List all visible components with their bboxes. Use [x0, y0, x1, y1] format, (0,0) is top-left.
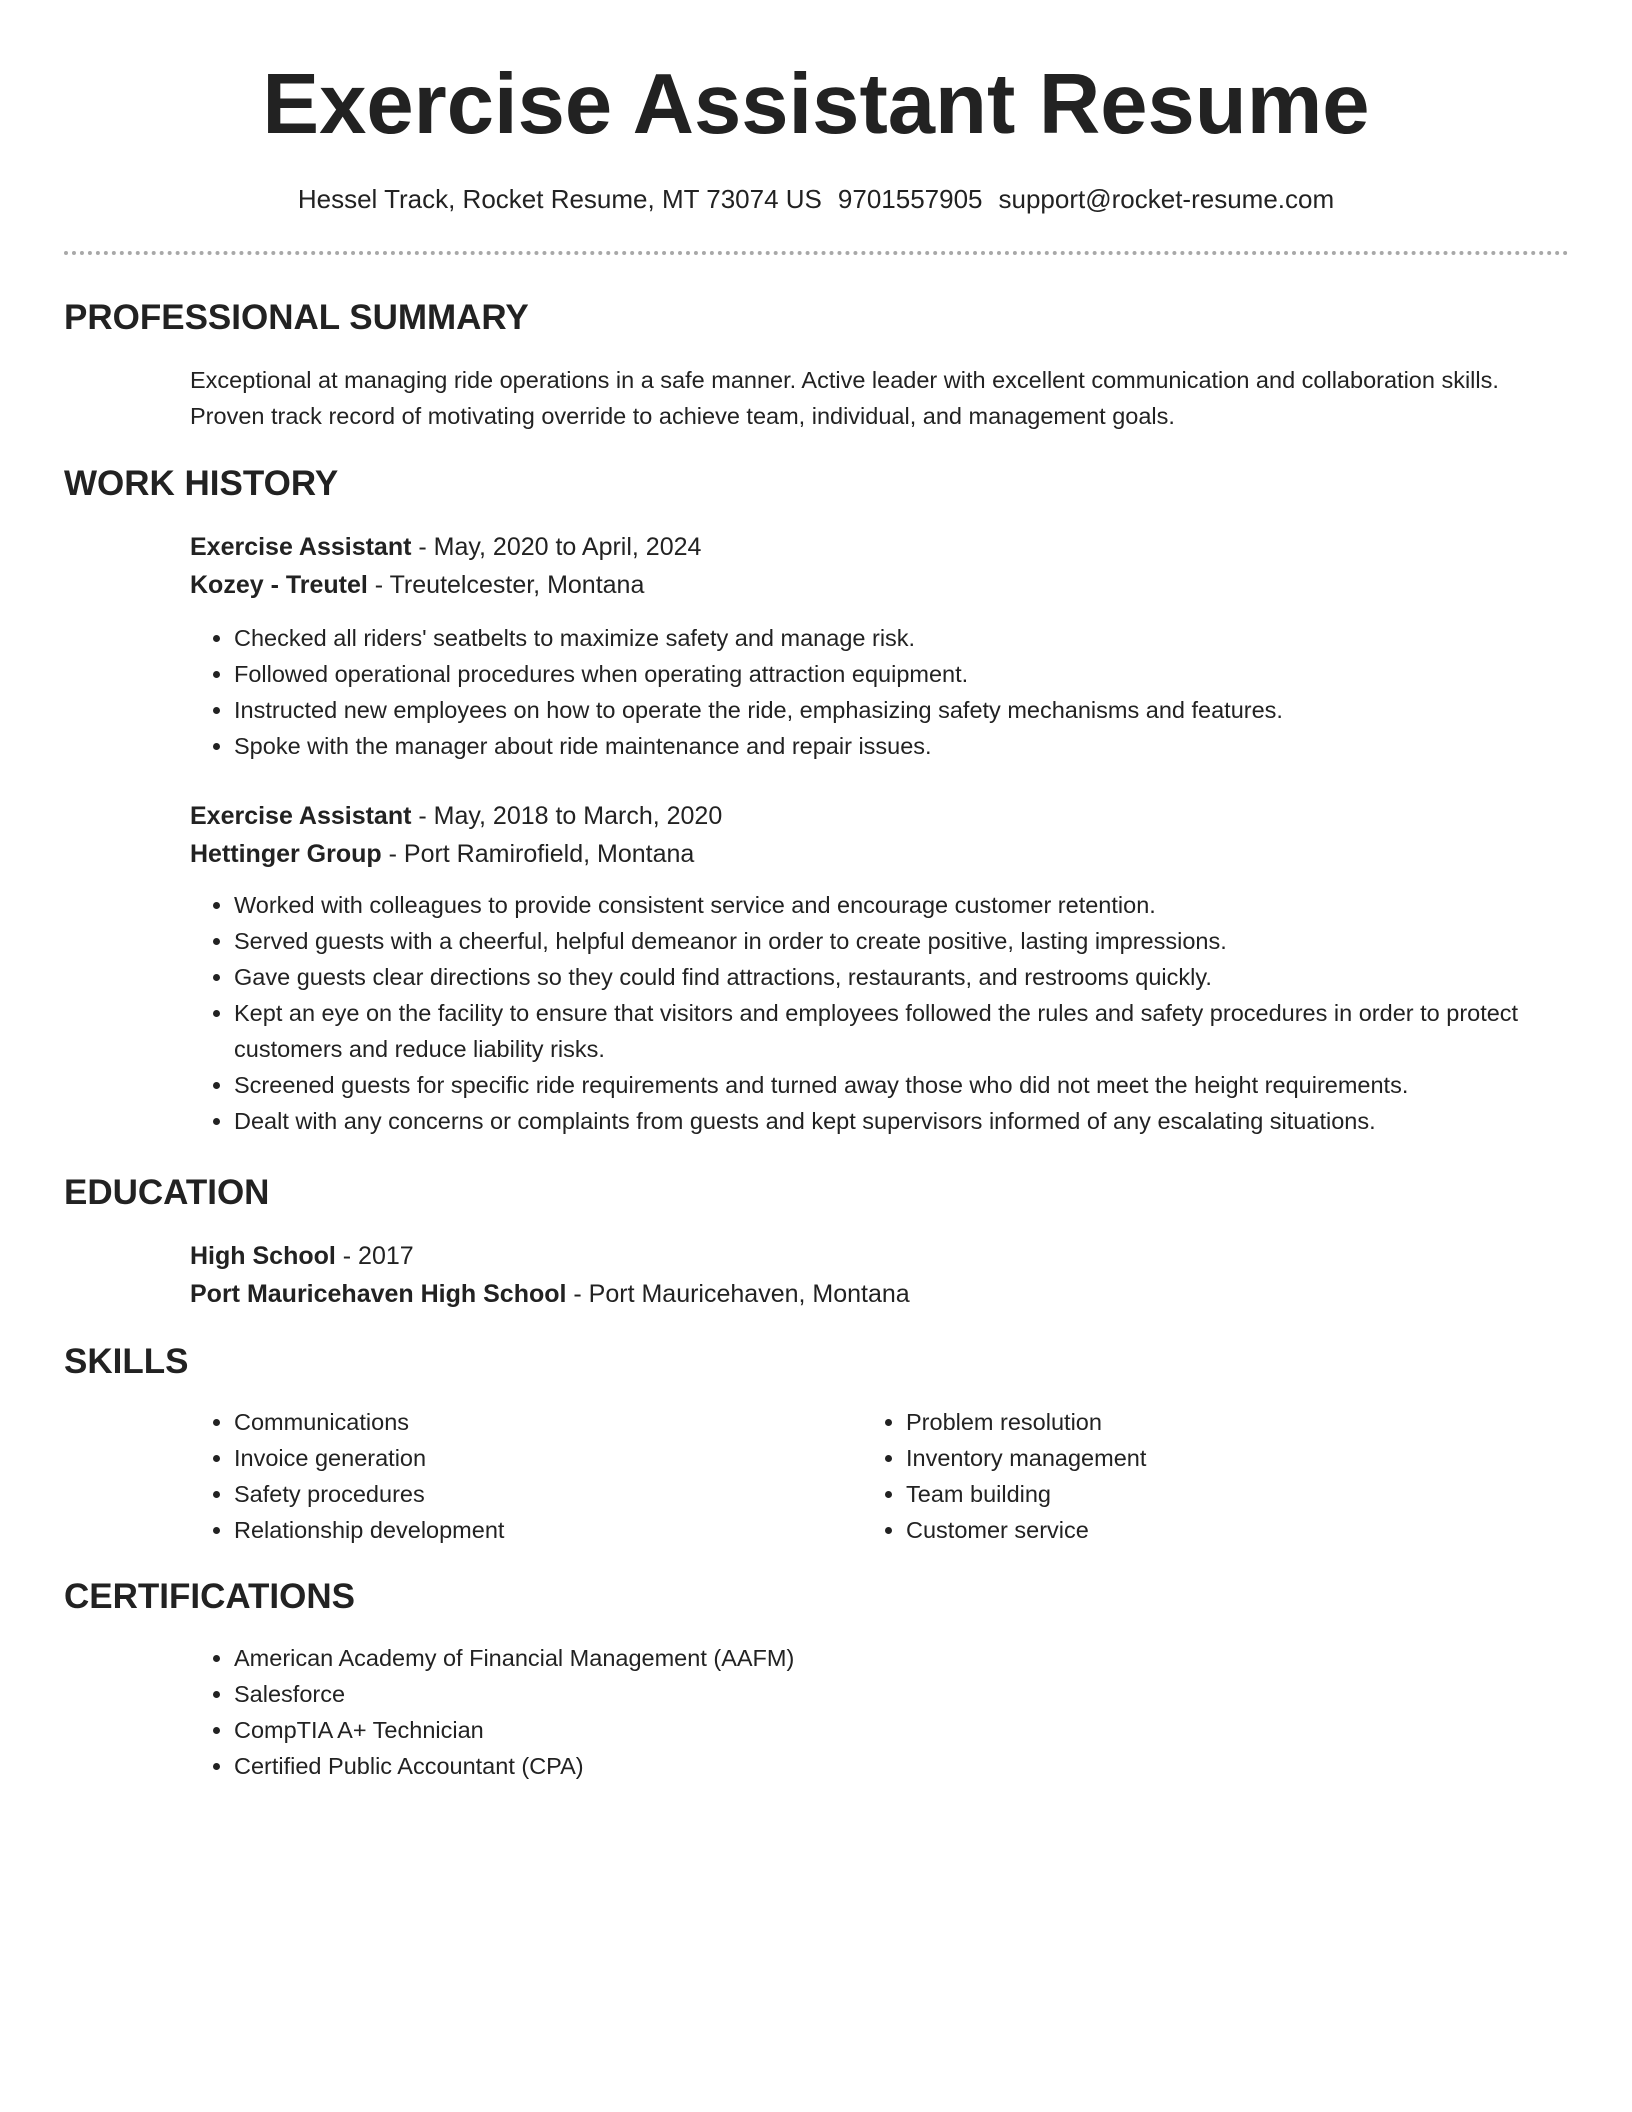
certification-item: • CompTIA A+ Technician [234, 1712, 1570, 1748]
contact-line [0, 181, 1632, 217]
summary-text: Exceptional at managing ride operations in a safe manner. Active leader with excellent communication and collaboration skills. Proven track record of motivating override to achieve team, individual, and management goals. [190, 367, 1499, 429]
job-duty: • Dealt with any concerns or complaints from guests and kept supervisors informed of any escalating situations. [234, 1103, 1570, 1139]
certifications-list [190, 1640, 1570, 1784]
job-dates: - May, 2018 to March, 2020 [411, 802, 723, 830]
work-history-heading: WORK HISTORY [64, 464, 339, 503]
summary-heading: PROFESSIONAL SUMMARY [64, 298, 529, 337]
education-degree-line [190, 1237, 1570, 1275]
job-duty: • Served guests with a cheerful, helpful demeanor in order to create positive, lasting impressions. [234, 923, 1570, 959]
job-duty: • Gave guests clear directions so they could find attractions, restaurants, and restrooms quickly. [234, 959, 1570, 995]
education-location: - Port Mauricehaven, Montana [566, 1280, 910, 1308]
job-duty: • Worked with colleagues to provide consistent service and encourage customer retention. [234, 887, 1570, 923]
skill-item: • Invoice generation [234, 1440, 830, 1476]
skill-item: • Customer service [906, 1512, 1502, 1548]
job-entry [190, 528, 1570, 764]
skill-item: • Inventory management [906, 1440, 1502, 1476]
contact-phone: 9701557905 [837, 184, 983, 214]
job-company: Hettinger Group [190, 840, 382, 868]
certifications-heading: CERTIFICATIONS [64, 1577, 356, 1616]
education-heading: EDUCATION [64, 1173, 270, 1212]
job-entry [190, 797, 1570, 1139]
job-title-line [190, 797, 1570, 835]
job-location: - Treutelcester, Montana [367, 571, 645, 599]
education-school: Port Mauricehaven High School [190, 1280, 567, 1308]
skills-heading: SKILLS [64, 1342, 189, 1381]
certification-item: • Certified Public Accountant (CPA) [234, 1748, 1570, 1784]
education-degree: High School [190, 1242, 336, 1270]
job-duty: • Screened guests for specific ride requirements and turned away those who did not meet the height requirements. [234, 1067, 1570, 1103]
skills-list [862, 1404, 1502, 1548]
certifications-section [190, 1640, 1570, 1784]
education-school-line [190, 1275, 1570, 1313]
education-year: - 2017 [335, 1242, 414, 1270]
skill-item: • Relationship development [234, 1512, 830, 1548]
skills-list [190, 1404, 830, 1548]
contact-address: Hessel Track, Rocket Resume, MT 73074 US [297, 184, 822, 214]
skill-item: • Problem resolution [906, 1404, 1502, 1440]
job-title-line [190, 528, 1570, 566]
job-duty: • Spoke with the manager about ride maintenance and repair issues. [234, 728, 1570, 764]
summary-section [190, 362, 1570, 434]
job-duty: • Followed operational procedures when operating attraction equipment. [234, 656, 1570, 692]
skill-item: • Team building [906, 1476, 1502, 1512]
job-duty: • Checked all riders' seatbelts to maximize safety and manage risk. [234, 620, 1570, 656]
skills-column-right [862, 1404, 1502, 1548]
resume-title: Exercise Assistant Resume [262, 57, 1370, 152]
job-title: Exercise Assistant [190, 802, 412, 830]
skills-column-left [190, 1404, 830, 1548]
job-title: Exercise Assistant [190, 533, 412, 561]
job-dates: - May, 2020 to April, 2024 [411, 533, 702, 561]
job-company-line [190, 566, 1570, 604]
contact-email: support@rocket-resume.com [998, 184, 1335, 214]
job-duties [190, 887, 1570, 1139]
job-company: Kozey - Treutel [190, 571, 368, 599]
job-duty: • Kept an eye on the facility to ensure that visitors and employees followed the rules and safety procedures in order to protect customers and reduce liability risks. [234, 995, 1570, 1067]
certification-item: • Salesforce [234, 1676, 1570, 1712]
certification-item: • American Academy of Financial Management (AAFM) [234, 1640, 1570, 1676]
job-duties [190, 620, 1570, 764]
job-duty: • Instructed new employees on how to operate the ride, emphasizing safety mechanisms and features. [234, 692, 1570, 728]
job-location: - Port Ramirofield, Montana [381, 840, 695, 868]
education-entry [190, 1237, 1570, 1313]
skill-item: • Safety procedures [234, 1476, 830, 1512]
skill-item: • Communications [234, 1404, 830, 1440]
header-divider [64, 251, 1569, 255]
job-company-line [190, 835, 1570, 873]
